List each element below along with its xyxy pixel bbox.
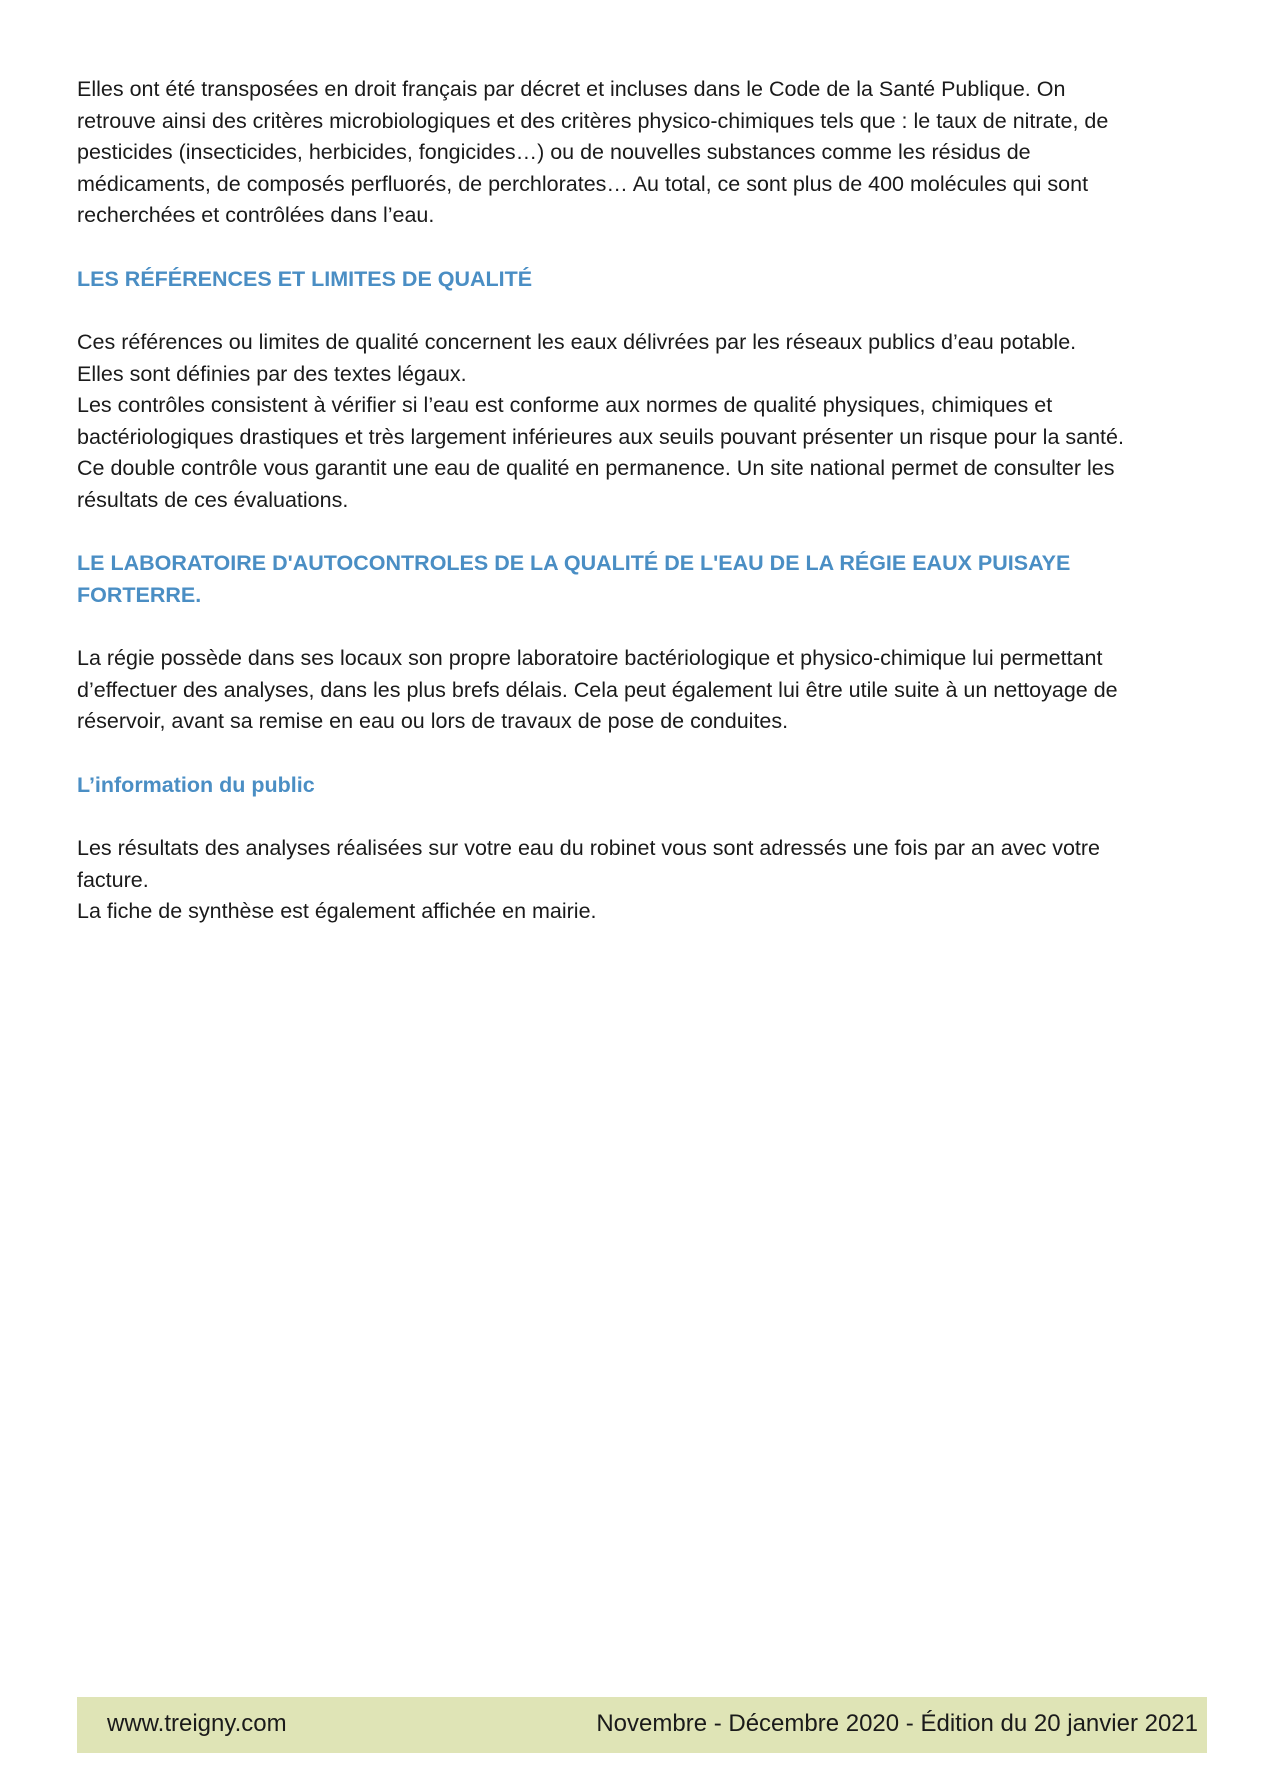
section-heading-laboratoire (77, 548, 1207, 611)
text-line: Les contrôles consistent à vérifier si l’eau est conforme aux normes de qualité physiques, chimiques et (77, 393, 1053, 417)
text-line: Les résultats des analyses réalisées sur votre eau du robinet vous sont adressés une fois par an avec votre (77, 836, 1101, 860)
section-heading-references (77, 264, 1207, 296)
references-paragraph (77, 327, 1207, 516)
footer-website-link[interactable]: www.treigny.com (107, 1710, 287, 1737)
text-line: La fiche de synthèse est également affichée en mairie. (77, 899, 597, 923)
intro-paragraph (77, 74, 1207, 232)
text-line: réservoir, avant sa remise en eau ou lors de travaux de pose de conduites. (77, 709, 789, 733)
heading-text: L’information du public (77, 772, 315, 797)
text-line: facture. (77, 867, 149, 892)
text-line: pesticides (insecticides, herbicides, fongicides…) ou de nouvelles substances comme les résidus de (77, 140, 1031, 164)
section-heading-information (77, 770, 1207, 802)
information-paragraph (77, 833, 1207, 928)
footer-edition-date: Novembre - Décembre 2020 - Édition du 20 janvier 2021 (596, 1710, 1198, 1737)
text-line: bactériologiques drastiques et très largement inférieures aux seuils pouvant présenter un risque pour la santé. (77, 424, 1124, 449)
heading-text: LE LABORATOIRE D'AUTOCONTROLES DE LA QUALITÉ DE L'EAU DE LA RÉGIE EAUX PUISAYE (77, 551, 1071, 575)
text-line: La régie possède dans ses locaux son propre laboratoire bactériologique et physico-chimique lui permettant (77, 646, 1103, 670)
text-line: retrouve ainsi des critères microbiologiques et des critères physico-chimiques tels que : le taux de nitrate, de (77, 108, 1109, 133)
text-line: Elles sont définies par des textes légaux. (77, 361, 467, 386)
text-line: Ce double contrôle vous garantit une eau de qualité en permanence. Un site national permet de consulter les (77, 456, 1115, 480)
text-line: Ces références ou limites de qualité concernent les eaux délivrées par les réseaux publics d’eau potable. (77, 330, 1077, 354)
text-line: médicaments, de composés perfluorés, de perchlorates… Au total, ce sont plus de 400 molécules qui sont (77, 171, 1089, 196)
page-footer (77, 1697, 1207, 1753)
heading-text: LES RÉFÉRENCES ET LIMITES DE QUALITÉ (77, 266, 533, 291)
text-line: d’effectuer des analyses, dans les plus brefs délais. Cela peut également lui être utile suite à un nettoyage de (77, 677, 1118, 702)
heading-text: FORTERRE. (77, 582, 202, 607)
document-body (77, 74, 1207, 928)
text-line: Elles ont été transposées en droit français par décret et incluses dans le Code de la Santé Publique. On (77, 77, 1066, 101)
text-line: résultats de ces évaluations. (77, 487, 349, 512)
laboratoire-paragraph (77, 643, 1207, 738)
text-line: recherchées et contrôlées dans l’eau. (77, 203, 435, 227)
